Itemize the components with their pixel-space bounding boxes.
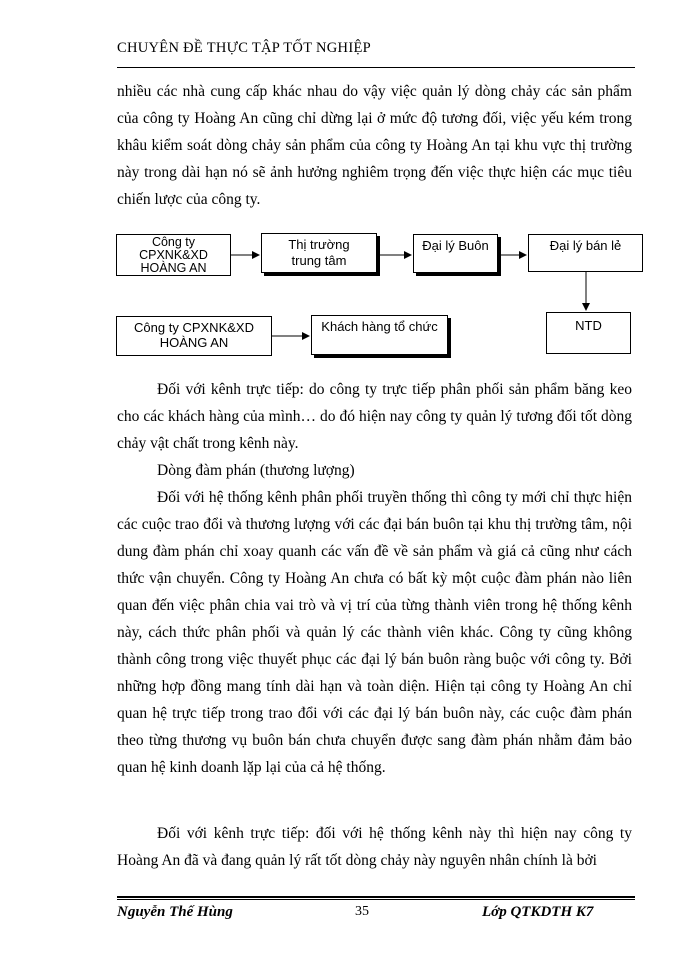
- footer-class: Lớp QTKDTH K7: [482, 904, 594, 920]
- box-wholesale-agent-label: Đại lý Buôn: [422, 238, 489, 253]
- box-market-center: [261, 233, 377, 273]
- footer-divider-thin: [117, 899, 635, 900]
- box-org-customer-label: Khách hàng tổ chức: [321, 319, 438, 334]
- footer-author: Nguyễn Thế Hùng: [117, 904, 233, 920]
- box-market-center-line2: trung tâm: [291, 253, 347, 268]
- paragraph-traditional-channel: Đối với hệ thống kênh phân phối truyền thống thì công ty mới chỉ thực hiện các cuộc trao đổi và thương lượng với các đại bán buôn tại khu thị trường tâm, nội dung đàm phán chỉ xoay quanh các vấn đề về sản phẩm và giá cả cũng như cách thức vận chuyển. Công ty Hoàng An chưa có bất kỳ một cuộc đàm phán nào liên quan đến việc phân chia vai trò và vị trí của từng thành viên trong hệ thống kênh này, cách thức phân phối và quản lý các thành viên khác. Công ty cũng không thành công trong việc thuyết phục các đại lý bán buôn ràng buộc với công ty. Bởi những hợp đồng mang tính dài hạn và toàn diện. Hiện tại công ty Hoàng An chỉ quan hệ trực tiếp trong trao đổi với các đại lý bán buôn này, các cuộc đàm phán theo từng thương vụ buôn bán chưa chuyển được sang đàm phán nhằm đảm bảo quan hệ kinh doanh lặp lại của cả hệ thống.: [117, 489, 632, 776]
- box-company-top-line2: CPXNK&XD: [139, 248, 208, 262]
- page-header-title: CHUYÊN ĐỀ THỰC TẬP TỐT NGHIỆP: [117, 40, 371, 56]
- box-ntd: [546, 312, 631, 354]
- box-company-bottom: [116, 316, 272, 356]
- box-org-customer: [311, 315, 448, 355]
- box-company-top-line1: Công ty: [151, 235, 196, 249]
- box-wholesale-agent: [413, 234, 498, 273]
- box-company-top: [116, 234, 231, 276]
- paragraph-direct-channel-2: Đối với kênh trực tiếp: đối với hệ thống kênh này thì hiện nay công ty Hoàng An đã và đang quản lý rất tốt dòng chảy này nguyên nhân chính là bởi: [117, 825, 632, 869]
- box-company-top-line3: HOÀNG AN: [140, 261, 207, 275]
- box-ntd-label: NTD: [575, 318, 602, 333]
- box-company-bottom-line1: Công ty CPXNK&XD: [134, 320, 254, 335]
- footer-divider-thick: [117, 896, 635, 898]
- box-retail-agent-label: Đại lý bán lẻ: [549, 238, 622, 253]
- paragraph-direct-channel: Đối với kênh trực tiếp: do công ty trực tiếp phân phối sản phẩm băng keo cho các khách hàng của mình… do đó hiện nay công ty quản lý tương đối tốt dòng chảy vật chất trong kênh này.: [117, 381, 632, 452]
- paragraph-negotiation-heading: Dòng đàm phán (thương lượng): [157, 462, 355, 479]
- box-retail-agent: [528, 234, 643, 272]
- paragraph-intro: nhiều các nhà cung cấp khác nhau do vậy việc quản lý dòng chảy các sản phẩm của công ty Hoàng An cũng chỉ dừng lại ở mức độ tương đối, việc yếu kém trong khâu kiểm soát dòng chảy sản phẩm của công ty Hoàng An tại khu vực thị trường này trong dài hạn nó sẽ ảnh hưởng nghiêm trọng đến việc thực hiện các mục tiêu chiến lược của công ty.: [117, 83, 632, 208]
- box-company-bottom-line2: HOÀNG AN: [159, 335, 229, 350]
- box-market-center-line1: Thị trường: [288, 237, 350, 252]
- footer-page-number: 35: [355, 904, 369, 919]
